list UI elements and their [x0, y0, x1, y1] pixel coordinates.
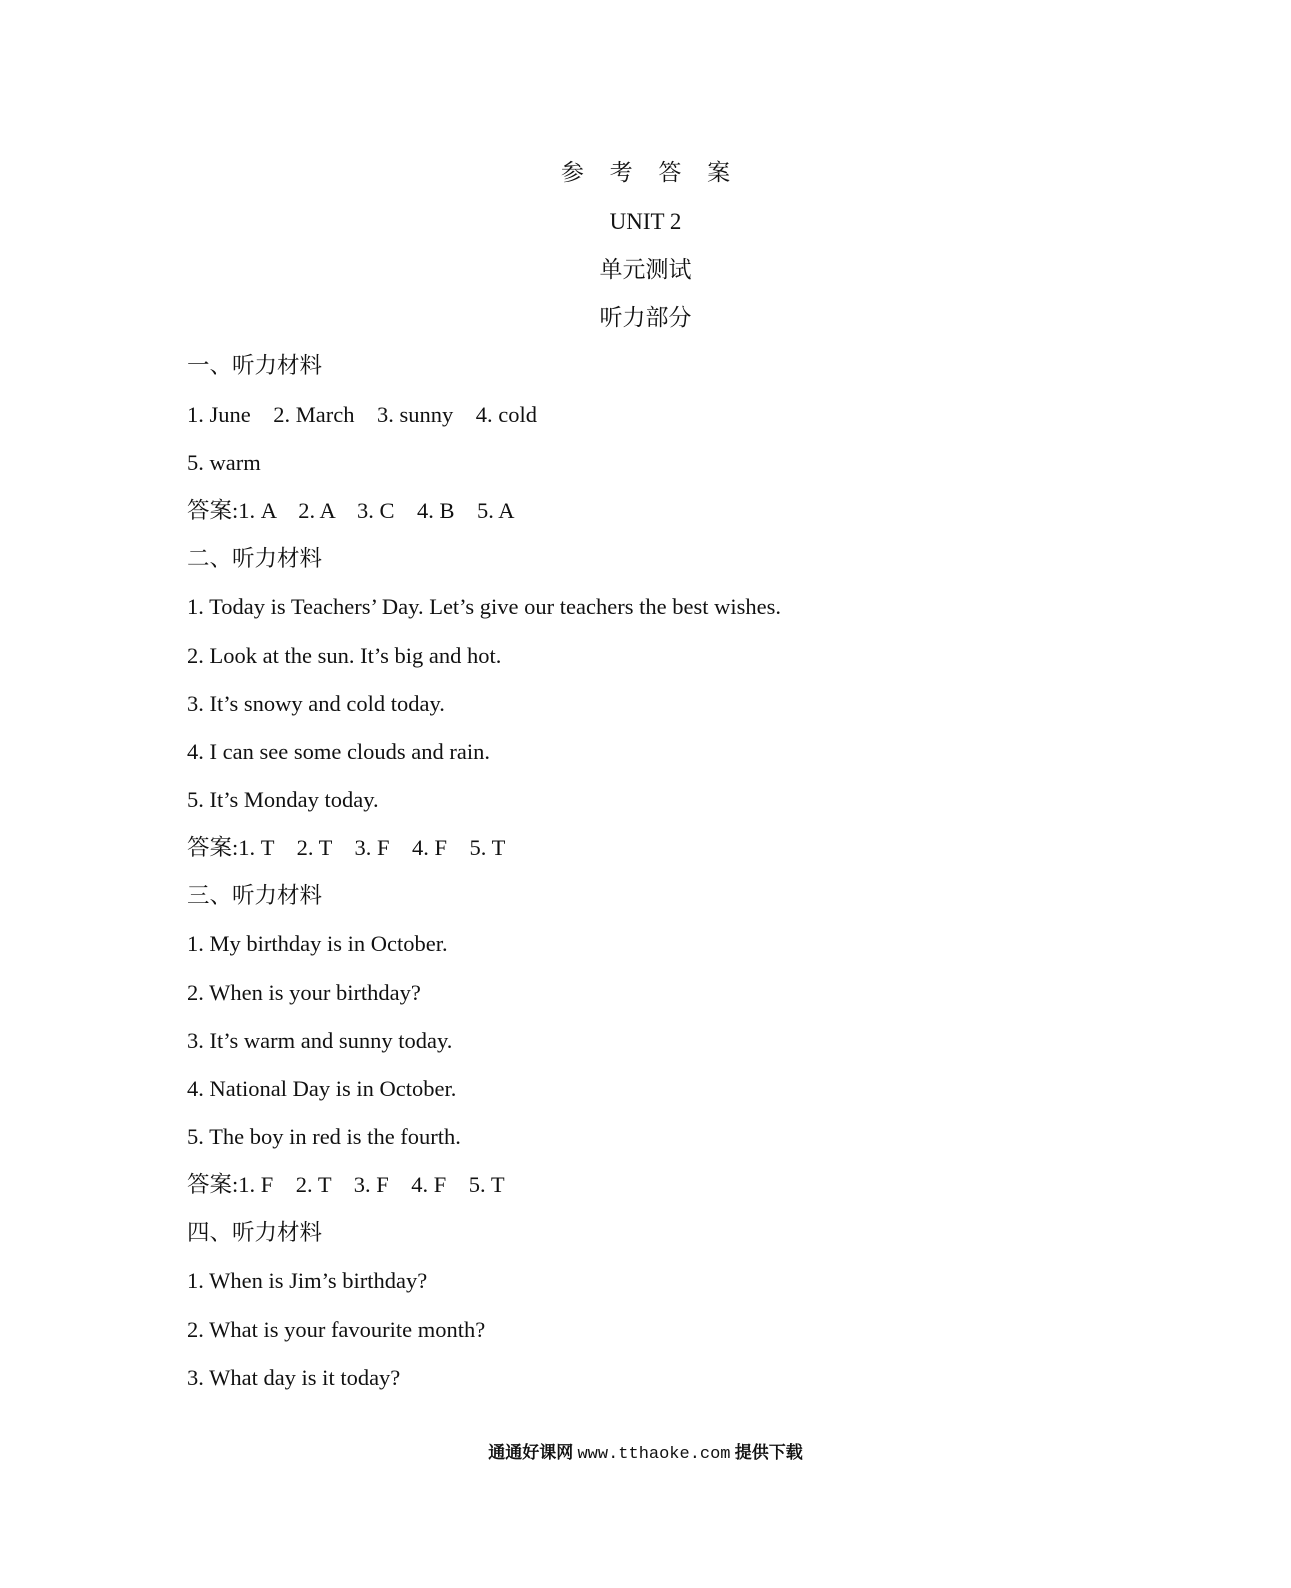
part2-heading: 二、听力材料 — [187, 546, 323, 571]
part1-item-row: 5. warm — [187, 450, 261, 475]
section-heading: 听力部分 — [599, 305, 692, 330]
part2-item: 2. Look at the sun. It’s big and hot. — [187, 643, 502, 668]
part2-item: 3. It’s snowy and cold today. — [187, 691, 445, 716]
part4-item: 1. When is Jim’s birthday? — [187, 1268, 428, 1293]
part2-item: 5. It’s Monday today. — [187, 787, 379, 812]
part3-item: 2. When is your birthday? — [187, 980, 421, 1005]
part4-heading: 四、听力材料 — [187, 1220, 323, 1245]
part1-answers: 答案:1. A 2. A 3. C 4. B 5. A — [187, 498, 515, 523]
part3-item: 3. It’s warm and sunny today. — [187, 1028, 453, 1053]
part3-item: 5. The boy in red is the fourth. — [187, 1124, 461, 1149]
footer-suffix: 提供下载 — [734, 1443, 803, 1463]
part1-heading: 一、听力材料 — [187, 353, 323, 378]
footer-url[interactable]: www.tthaoke.com — [577, 1445, 731, 1464]
part2-answers: 答案:1. T 2. T 3. F 4. F 5. T — [187, 835, 506, 860]
part1-item-row: 1. June 2. March 3. sunny 4. cold — [187, 402, 537, 427]
part3-item: 4. National Day is in October. — [187, 1076, 457, 1101]
part4-item: 2. What is your favourite month? — [187, 1317, 486, 1342]
part2-item: 4. I can see some clouds and rain. — [187, 739, 491, 764]
part3-answers: 答案:1. F 2. T 3. F 4. F 5. T — [187, 1172, 505, 1197]
page-footer — [0, 1440, 1291, 1468]
part2-item: 1. Today is Teachers’ Day. Let’s give our teachers the best wishes. — [187, 594, 781, 619]
part4-item: 3. What day is it today? — [187, 1365, 401, 1390]
part3-item: 1. My birthday is in October. — [187, 931, 448, 956]
footer-site-name: 通通好课网 — [488, 1443, 574, 1463]
page-title: 参 考 答 案 — [560, 160, 741, 185]
unit-heading: UNIT 2 — [609, 209, 682, 234]
test-subtitle: 单元测试 — [599, 257, 692, 282]
part3-heading: 三、听力材料 — [187, 883, 323, 908]
